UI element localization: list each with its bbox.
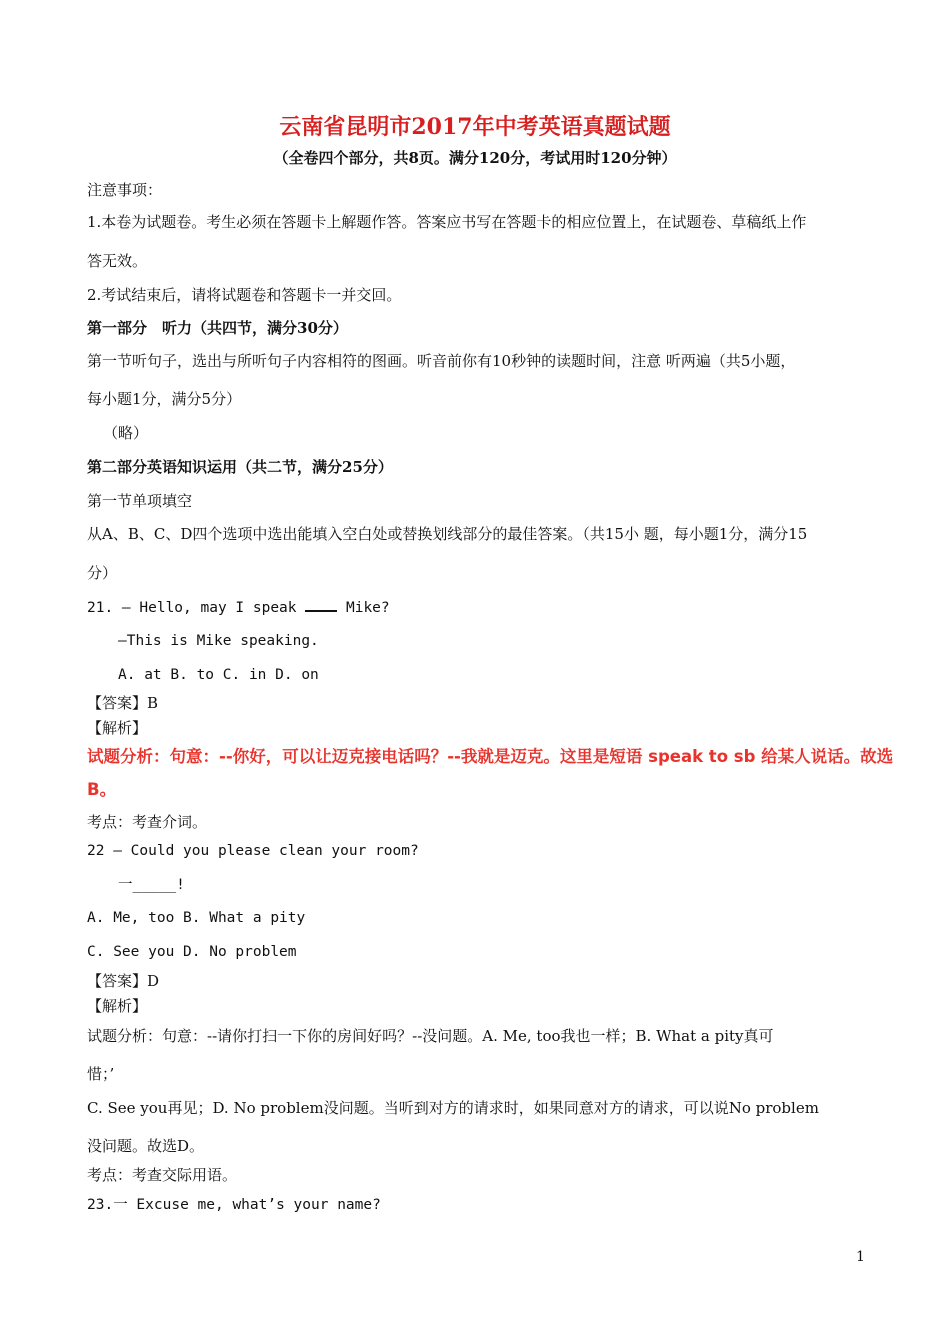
- page-number: 1: [856, 1249, 865, 1265]
- question-21-answer: 【答案】B: [87, 694, 159, 712]
- question-22-reply: 一_____!: [118, 877, 185, 893]
- part1-section1-instructions-cont: 每小题1分，满分5分）: [87, 390, 242, 408]
- question-22-stem: 22 — Could you please clean your room?: [87, 843, 419, 859]
- question-22-point: 考点：考查交际用语。: [87, 1166, 238, 1184]
- part2-heading: 第二部分英语知识运用（共二节，满分25分）: [87, 458, 393, 476]
- question-23-stem: 23.一 Excuse me, what’s your name?: [87, 1197, 381, 1213]
- notice-item-2: 2.考试结束后，请将试题卷和答题卡一并交回。: [87, 286, 402, 304]
- question-21-point: 考点：考查介词。: [87, 813, 208, 831]
- notice-item-1: 1.本卷为试题卷。考生必须在答题卡上解题作答。答案应书写在答题卡的相应位置上，在试题卷、草稿纸上作: [87, 213, 807, 231]
- answer-blank: [305, 597, 337, 612]
- question-22-options-ab: A. Me, too B. What a pity: [87, 910, 306, 926]
- question-22-analysis-cont-3: 没问题。故选D。: [87, 1137, 205, 1155]
- question-21-analysis-cont: B。: [87, 780, 117, 799]
- question-22-options-cd: C. See you D. No problem: [87, 944, 297, 960]
- question-21-reply: —This is Mike speaking.: [118, 633, 319, 649]
- notice-item-1-cont: 答无效。: [87, 252, 148, 270]
- question-22-analysis-cont-2: C. See you再见；D. No problem没问题。当听到对方的请求时，如果同意对方的请求，可以说No problem: [87, 1099, 819, 1117]
- question-21-stem-start: 21. — Hello, may I speak: [87, 600, 306, 616]
- question-21-stem: [87, 597, 390, 618]
- part1-heading: 第一部分 听力（共四节，满分30分）: [87, 319, 348, 337]
- question-22-analysis-label: 【解析】: [87, 997, 148, 1015]
- question-22-analysis: 试题分析：句意：--请你打扫一下你的房间好吗？--没问题。A. Me, too我也一样；B. What a pity真可: [87, 1027, 774, 1045]
- question-21-options: A. at B. to C. in D. on: [118, 667, 319, 683]
- question-22-answer: 【答案】D: [87, 972, 160, 990]
- part1-section1-instructions: 第一节听句子，选出与所听句子内容相符的图画。听音前你有10秒钟的读题时间，注意 听两遍（共5小题，: [87, 352, 796, 370]
- part2-section1-instructions-cont: 分）: [87, 564, 118, 582]
- document-title: 云南省昆明市2017年中考英语真题试题: [279, 114, 671, 140]
- question-21-analysis: 试题分析：句意：--你好，可以让迈克接电话吗？--我就是迈克。这里是短语 speak to sb 给某人说话。故选: [87, 747, 894, 766]
- question-22-analysis-cont: 惜；’: [87, 1065, 115, 1083]
- notice-heading: 注意事项：: [87, 181, 163, 199]
- question-21-stem-end: Mike?: [337, 600, 390, 616]
- part2-section1-instructions: 从A、B、C、D四个选项中选出能填入空白处或替换划线部分的最佳答案。（共15小 题，每小题1分，满分15: [87, 525, 808, 543]
- omitted-note: （略）: [103, 424, 149, 442]
- question-21-analysis-label: 【解析】: [87, 719, 148, 737]
- part2-section1-title: 第一节单项填空: [87, 492, 193, 510]
- document-subtitle: （全卷四个部分，共8页。满分120分，考试用时120分钟）: [273, 149, 677, 167]
